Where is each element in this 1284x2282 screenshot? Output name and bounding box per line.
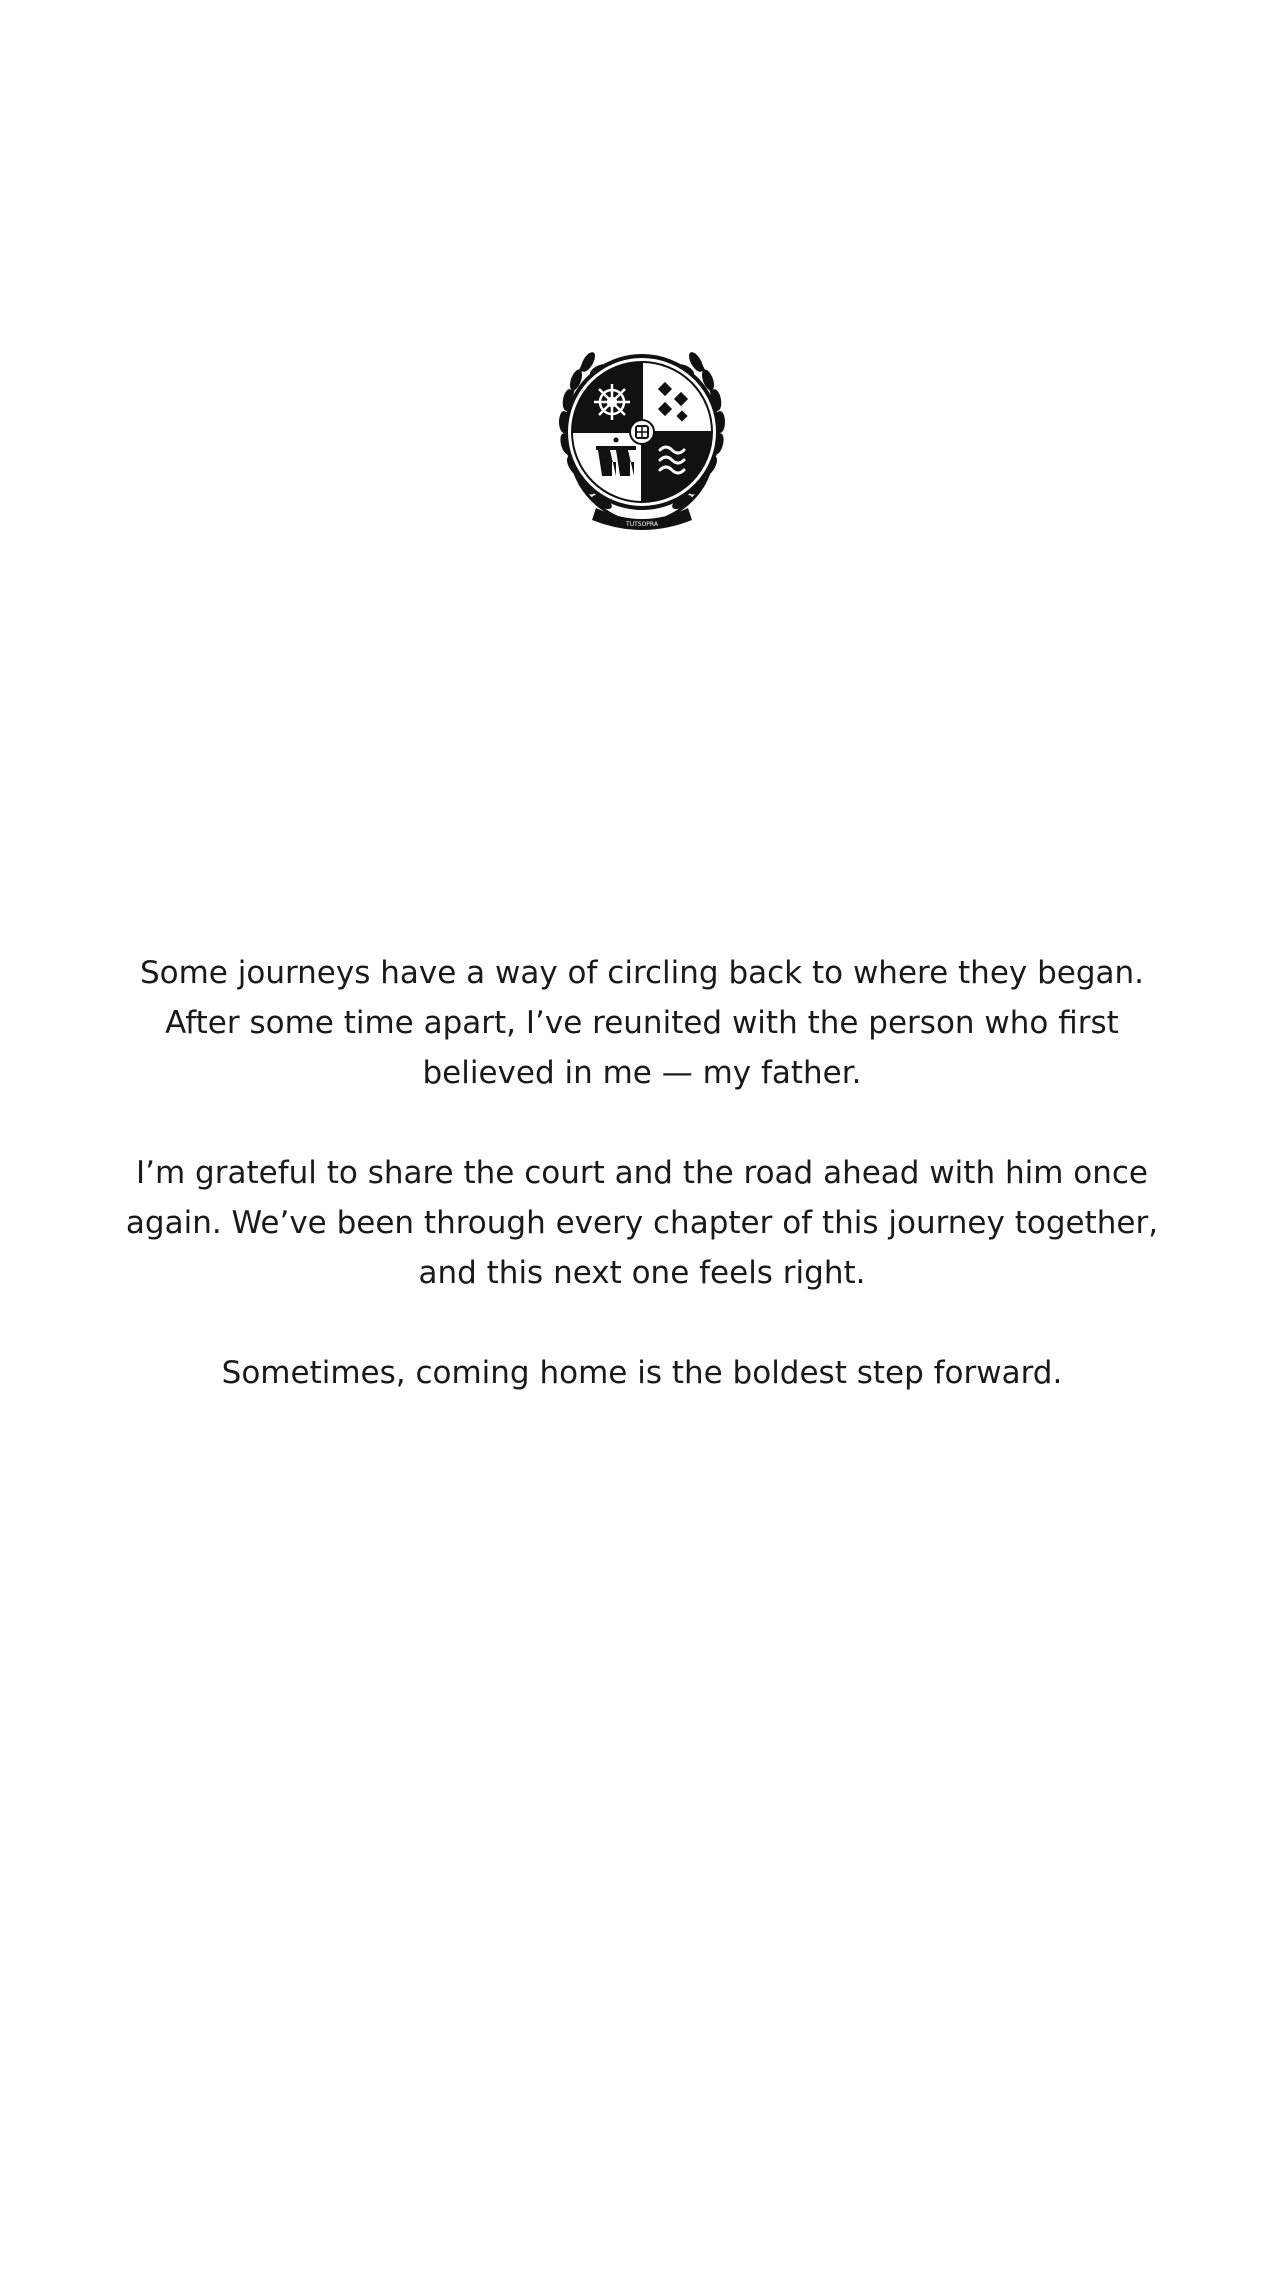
message-paragraph-2: I’m grateful to share the court and the road ahead with him once again. We’ve been through every chapter of this journey together, and this next one feels right. [125, 1155, 1159, 1291]
ships-wheel-icon [594, 384, 630, 420]
message-paragraph-3: Sometimes, coming home is the boldest step forward. [221, 1355, 1063, 1391]
crest-motto: TUTSOPRA [626, 521, 658, 528]
shield-icon [566, 356, 718, 508]
message-paragraph-1: Some journeys have a way of circling back to where they began. After some time apart, I’ve reunited with the person who first believed in me — my father. [139, 955, 1145, 1091]
message-body [120, 948, 1164, 1398]
center-medallion-icon [630, 420, 654, 444]
crest-emblem [532, 340, 752, 536]
